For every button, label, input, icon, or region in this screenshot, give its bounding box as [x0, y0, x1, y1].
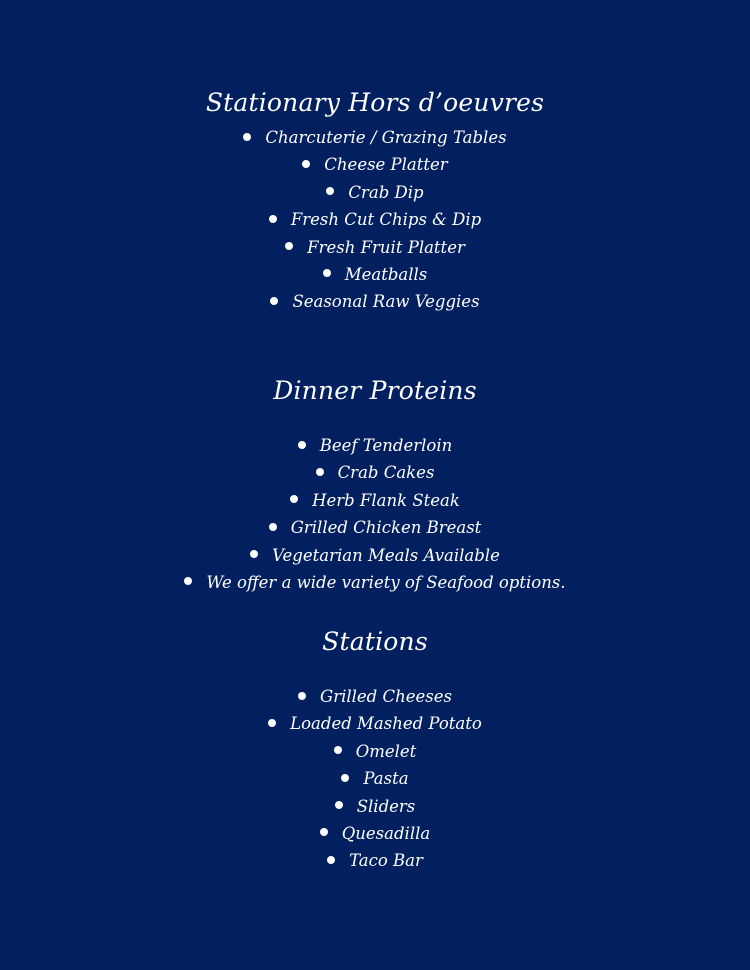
bullet-icon — [298, 441, 306, 449]
list-item — [0, 569, 750, 596]
item-label: Beef Tenderloin — [319, 436, 453, 455]
item-label: Taco Bar — [349, 851, 423, 871]
bullet-icon — [302, 160, 310, 168]
item-label: Meatballs — [344, 264, 428, 284]
item-label: Quesadilla — [341, 823, 431, 843]
list-item — [0, 459, 750, 486]
item-label: We offer a wide variety of Seafood options. — [206, 572, 566, 592]
bullet-icon — [335, 801, 343, 809]
item-label: Pasta — [363, 769, 409, 789]
section-stations — [0, 627, 750, 875]
item-label: Herb Flank Steak — [312, 490, 460, 510]
item-label: Sliders — [356, 796, 416, 816]
bullet-icon — [327, 856, 335, 864]
section-stationary-hors-doeuvres — [0, 88, 750, 316]
item-label: Crab Dip — [348, 182, 424, 202]
list-item — [0, 487, 750, 514]
list-item — [0, 206, 750, 233]
item-label: Fresh Fruit Platter — [307, 237, 465, 257]
bullet-icon — [269, 215, 277, 223]
list-item — [0, 738, 750, 765]
bullet-icon — [285, 242, 293, 250]
list-item — [0, 288, 750, 315]
bullet-icon — [250, 550, 258, 558]
list-item — [0, 847, 750, 874]
section-dinner-proteins — [0, 376, 750, 596]
menu-list — [0, 683, 750, 875]
item-label: Seasonal Raw Veggies — [292, 292, 480, 312]
list-item — [0, 793, 750, 820]
bullet-icon — [316, 468, 324, 476]
bullet-icon — [341, 774, 349, 782]
bullet-icon — [243, 133, 251, 141]
bullet-icon — [326, 187, 334, 195]
menu-list — [0, 432, 750, 596]
bullet-icon — [320, 828, 328, 836]
bullet-icon — [184, 577, 192, 585]
item-label: Vegetarian Meals Available — [272, 545, 500, 565]
list-item — [0, 542, 750, 569]
item-label: Cheese Platter — [324, 155, 448, 175]
menu-list — [0, 124, 750, 316]
bullet-icon — [323, 269, 331, 277]
list-item — [0, 234, 750, 261]
list-item — [0, 683, 750, 710]
list-item — [0, 124, 750, 151]
list-item — [0, 261, 750, 288]
bullet-icon — [269, 523, 277, 531]
list-item — [0, 820, 750, 847]
bullet-icon — [268, 719, 276, 727]
item-label: Grilled Chicken Breast — [290, 518, 482, 538]
bullet-icon — [290, 495, 298, 503]
bullet-icon — [298, 692, 306, 700]
list-item — [0, 765, 750, 792]
item-label: Grilled Cheeses — [320, 687, 452, 706]
section-heading: Dinner Proteins — [273, 376, 477, 405]
section-heading: Stationary Hors d’oeuvres — [205, 88, 545, 117]
section-heading: Stations — [322, 627, 428, 656]
list-item — [0, 179, 750, 206]
item-label: Omelet — [355, 741, 417, 761]
item-label: Fresh Cut Chips & Dip — [290, 210, 482, 230]
bullet-icon — [270, 297, 278, 305]
list-item — [0, 514, 750, 541]
list-item — [0, 710, 750, 737]
list-item — [0, 151, 750, 178]
bullet-icon — [334, 746, 342, 754]
item-label: Charcuterie / Grazing Tables — [265, 128, 507, 147]
item-label: Crab Cakes — [337, 463, 435, 483]
item-label: Loaded Mashed Potato — [290, 714, 482, 734]
list-item — [0, 432, 750, 459]
